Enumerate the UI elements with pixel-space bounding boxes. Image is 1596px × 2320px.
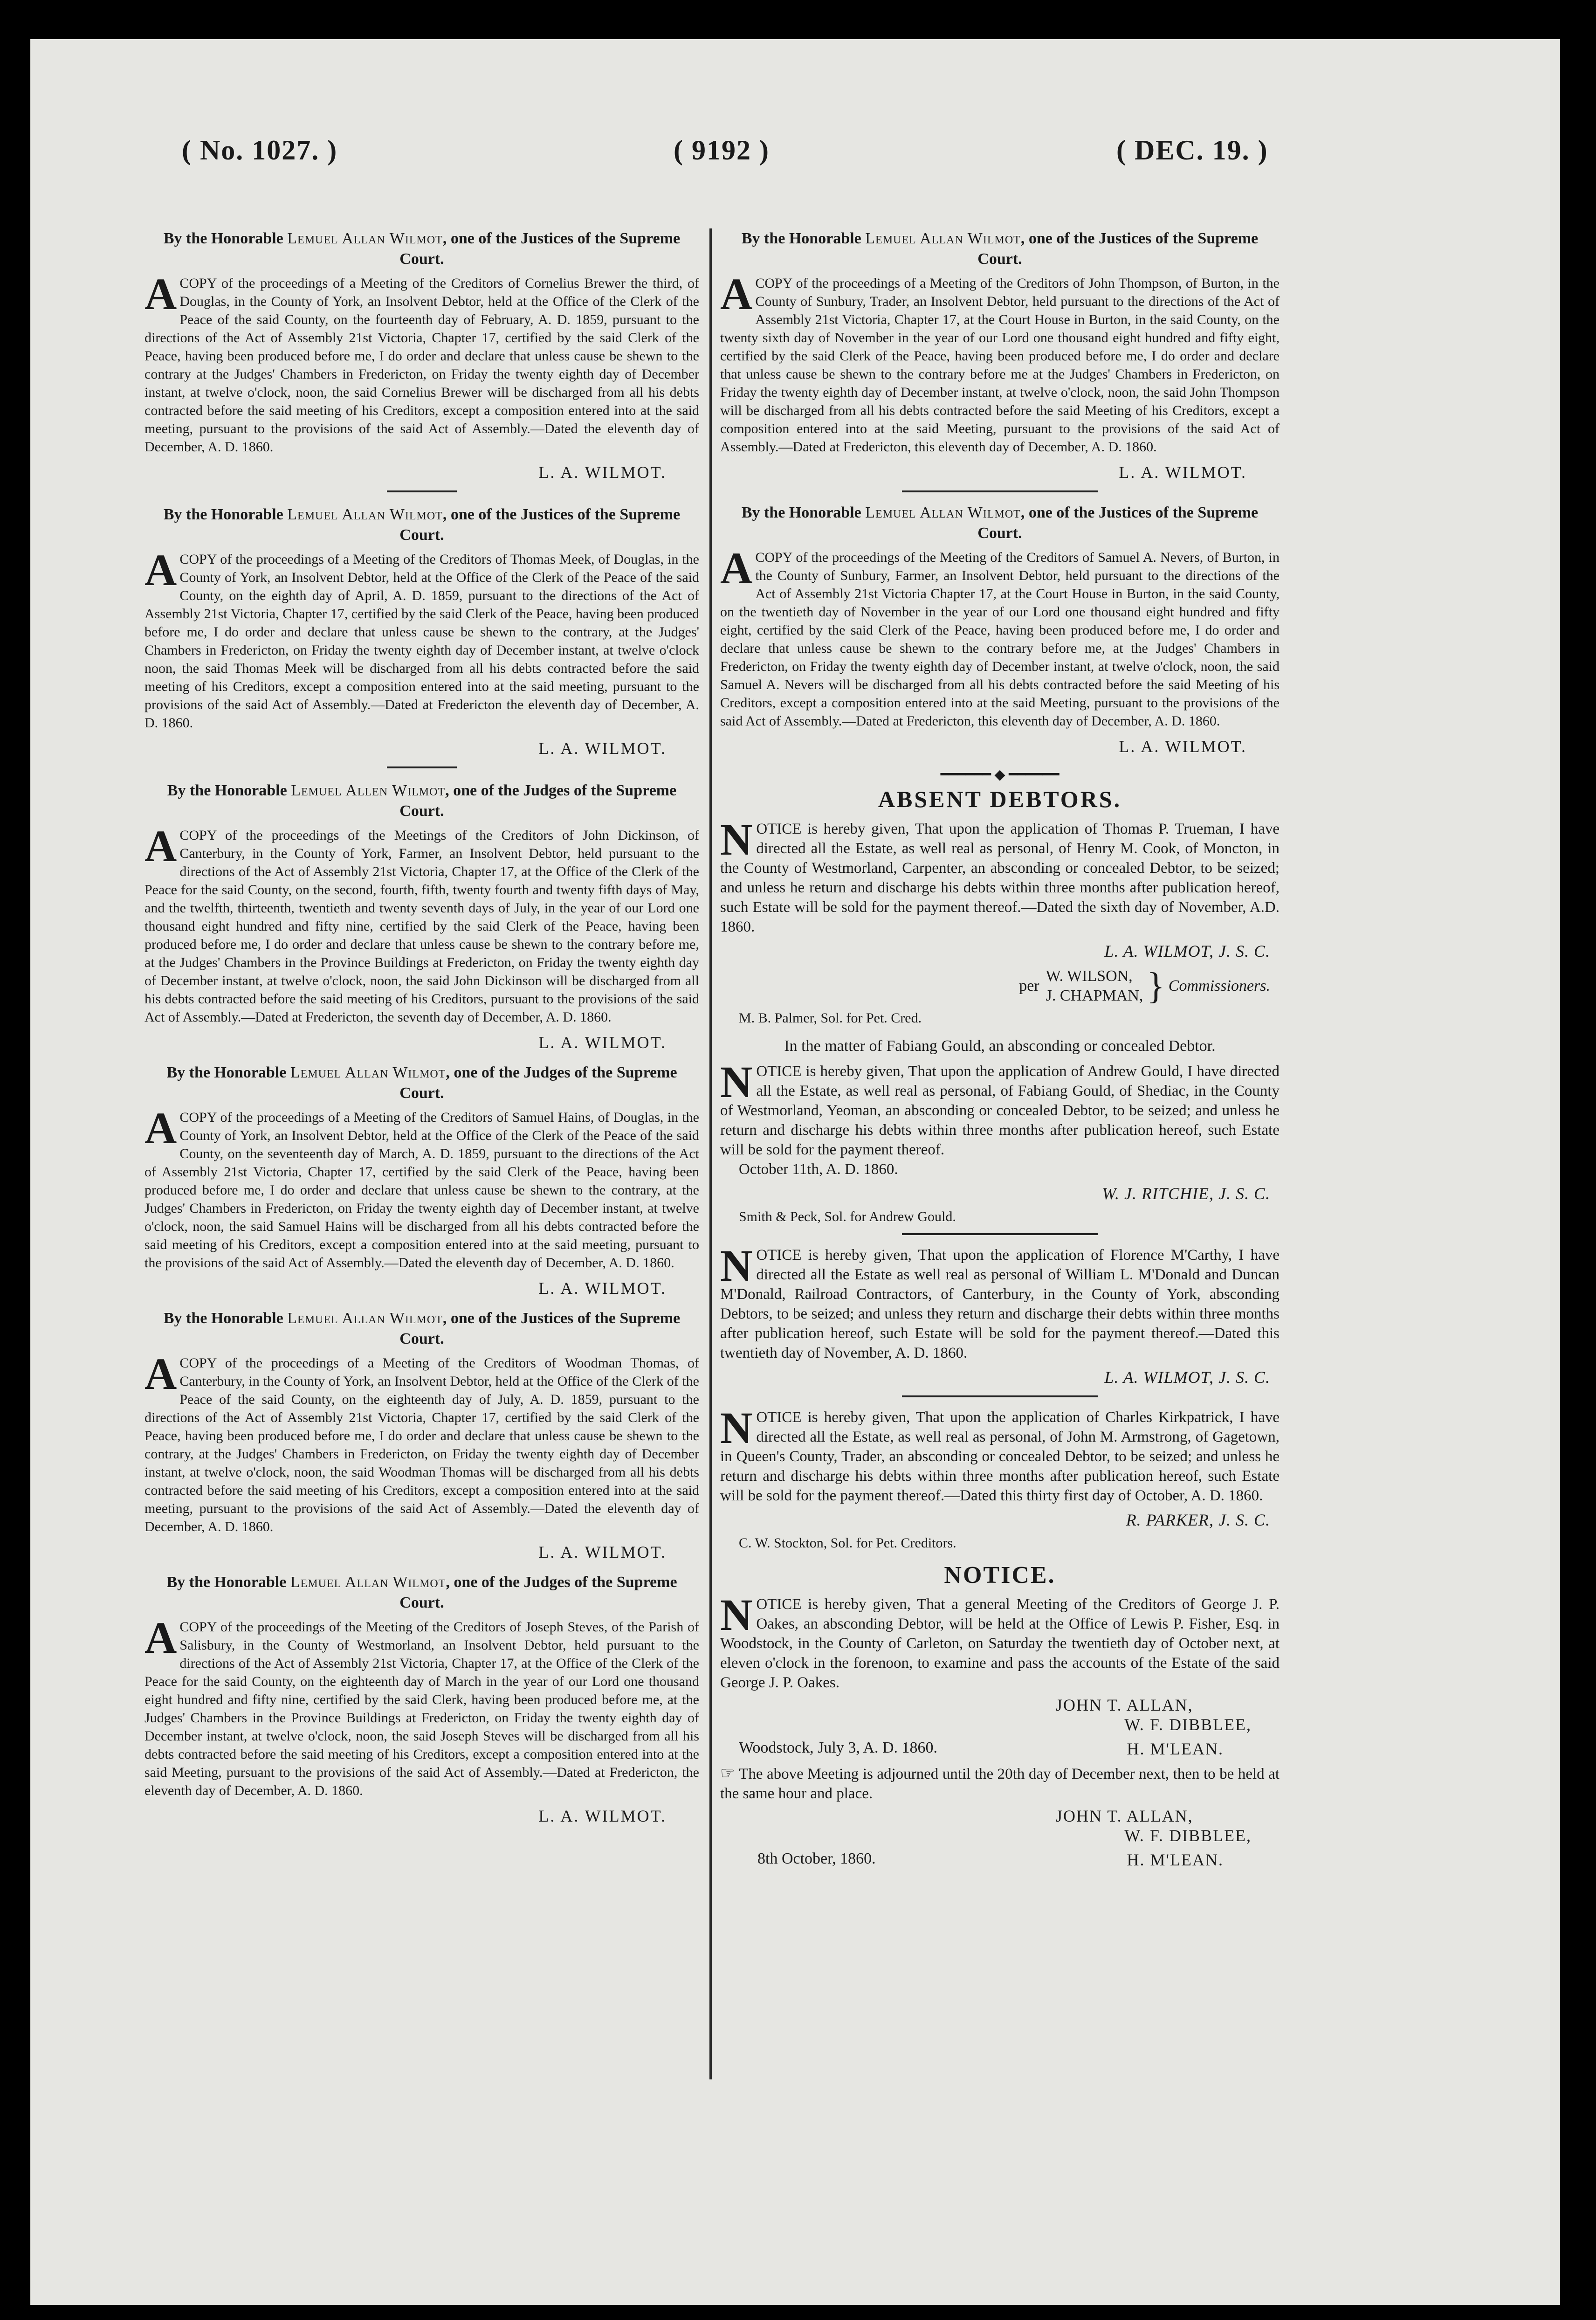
byline: By the Honorable Lemuel Allan Wilmot, one of the Judges of the Supreme Court. bbox=[166, 1574, 677, 1611]
notice-text: NOTICE is hereby given, That upon the application of Florence M'Carthy, I have directed all the Estate as well real as personal of William L. M'Donald and Duncan M'Donald, Railroad Contractors, of Canterbury, in the County of York, absconding Debtors, to be seized; and unless they return and discharge their debts within three months after publication hereof, such Estate will be sold for the payment thereof.—Dated this twentieth day of November, A. D. 1860. bbox=[720, 1241, 1280, 1361]
notice-title: NOTICE. bbox=[944, 1562, 1056, 1588]
separator-rule bbox=[902, 1395, 1098, 1397]
issue-number: ( No. 1027. ) bbox=[182, 135, 338, 166]
separator-rule bbox=[902, 490, 1098, 492]
notice-nevers bbox=[720, 503, 1280, 756]
notice-brewer bbox=[144, 228, 699, 492]
matter-heading: In the matter of Fabiang Gould, an absconding or concealed Debtor. bbox=[784, 1037, 1216, 1055]
issue-date: ( DEC. 19. ) bbox=[1116, 135, 1268, 166]
byline: By the Honorable Lemuel Allan Wilmot, one of the Justices of the Supreme Court. bbox=[163, 506, 681, 544]
notice-text: NOTICE is hereby given, That upon the application of Andrew Gould, I have directed all the Estate, as well real as personal, of Fabiang Gould, of Shediac, in the County of Westmorland, Yeoman, an absconding or concealed Debtor, to be seized; and unless he return and discharge his debts within three months after publication hereof, such Estate will be sold for the payment thereof. bbox=[720, 1057, 1280, 1158]
signature: L. A. WILMOT. bbox=[538, 1279, 667, 1298]
byline: By the Honorable Lemuel Allan Wilmot, one of the Justices of the Supreme Court. bbox=[741, 504, 1259, 542]
notice-thomas bbox=[144, 1308, 699, 1562]
signature: L. A. WILMOT. bbox=[538, 739, 667, 758]
notice-text: A COPY of the proceedings of the Meetings of the Creditors of John Dickinson, of Canterbury, in the County of York, Farmer, an Insolvent Debtor, held pursuant to the directions of the Act of Assembly 21st Victoria, Chapter 17, at the Office of the Clerk of the Peace for the said County, on the second, fourth, fifth, twenty fourth and twenty fifth days of May, and the twelfth, thirteenth, twentieth and twenty seventh days of July, in the year of our Lord one thousand eight hundred and fifty nine, certified by the said Clerk of the Peace, having been produced before me, I do order and declare that unless cause be shewn to the contrary before me, at the Judges' Chambers in the Province Buildings at Fredericton, on Friday the twenty eighth day of December instant, at twelve o'clock, noon, the said John Dickinson will be discharged from all his debts contracted before the said meeting of his Creditors, pursuant to the provisions of the said Act of Assembly.—Dated at Fredericton, the seventh day of December, A. D. 1860. bbox=[144, 821, 699, 1025]
dated-line: 8th October, 1860. bbox=[757, 1850, 876, 1867]
signers: JOHN T. ALLAN, bbox=[1056, 1807, 1193, 1825]
right-column bbox=[720, 228, 1280, 1880]
notice-text: A COPY of the proceedings of a Meeting of the Creditors of Cornelius Brewer the third, of Douglas, in the County of York, an Insolvent Debtor, held at the Office of the Clerk of the Peace of the said County, on the fourteenth day of February, A. D. 1859, pursuant to the directions of the Act of Assembly 21st Victoria, Chapter 17, certified by the said Clerk of the Peace, having been produced before me, I do order and declare that unless cause be shewn to the contrary at the Judges' Chambers in Fredericton, on Friday the twenty eighth day of December instant, at twelve o'clock, noon, the said Cornelius Brewer will be discharged from all his debts contracted before the said meeting of his Creditors, except a composition entered into at the said meeting, pursuant to the provisions of the said Act of Assembly.—Dated the eleventh day of December, A. D. 1860. bbox=[144, 269, 699, 455]
dated-row: W. F. DIBBLEE, bbox=[1124, 1826, 1252, 1845]
notice-text: NOTICE is hereby given, That a general Meeting of the Creditors of George J. P. Oakes, an absconding Debtor, will be held at the Office of Lewis P. Fisher, Esq. in Woodstock, in the County of Carleton, on Saturday the twentieth day of October next, at eleven o'clock in the forenoon, to examine and pass the accounts of the Estate of the said George J. P. Oakes. bbox=[720, 1590, 1280, 1691]
notice-meek bbox=[144, 504, 699, 768]
signature: R. PARKER, J. S. C. bbox=[1126, 1511, 1270, 1529]
pointing-hand-icon: ☞ bbox=[720, 1764, 736, 1782]
solicitor: M. B. Palmer, Sol. for Pet. Cred. bbox=[739, 1010, 922, 1026]
notice-text: A COPY of the proceedings of the Meeting of the Creditors of Joseph Steves, of the Parish of Salisbury, in the County of Westmorland, an Insolvent Debtor, held pursuant to the directions of the Act of Assembly 21st Victoria, Chapter 17, at the Office of the Clerk of the Peace for the said County, on the eighteenth day of March in the year of our Lord one thousand eight hundred and fifty nine, certified by the said Clerk, having been produced before me, at the Judges' Chambers in the Province Buildings at Fredericton, on Friday the twenty eighth day of December instant, at twelve o'clock, noon, the said Joseph Steves will be discharged from all his debts contracted before the said meeting of his Creditors, except a composition entered into at the said Meeting, pursuant to the provisions of the said Act of Assembly.—Dated at Fredericton, the eleventh day of December, A. D. 1860. bbox=[144, 1613, 699, 1798]
notice-oakes bbox=[720, 1590, 1280, 1870]
signature: L. A. WILMOT. bbox=[538, 463, 667, 482]
signature: L. A. WILMOT. bbox=[538, 1543, 667, 1561]
notice-armstrong bbox=[720, 1403, 1280, 1551]
byline: By the Honorable Lemuel Allan Wilmot, one of the Justices of the Supreme Court. bbox=[163, 1310, 681, 1347]
notice-text: A COPY of the proceedings of the Meeting of the Creditors of Samuel A. Nevers, of Burton, in the County of Sunbury, Farmer, an Insolvent Debtor, held pursuant to the directions of the Act of Assembly 21st Victoria Chapter 17, at the Court House in Burton, in the said County, on the twentieth day of November in the year of our Lord one thousand eight hundred and fifty eight, certified by the said Clerk of the Peace, having been produced before me, I do order and declare that unless cause be shewn to the contrary before me, at the Judges' Chambers in Fredericton, on Friday the twenty eighth day of December instant, at twelve o'clock, noon, the said Samuel A. Nevers will be discharged from all his debts contracted before the said Meeting of his Creditors, except a composition entered into at the said Meeting, pursuant to the provisions of the said Act of Assembly.—Dated at Fredericton, this eleventh day of December, A. D. 1860. bbox=[720, 543, 1280, 729]
byline: By the Honorable Lemuel Allan Wilmot, one of the Judges of the Supreme Court. bbox=[166, 1064, 677, 1102]
notice-text: NOTICE is hereby given, That upon the application of Charles Kirkpatrick, I have directed all the Estate, as well real as personal, of John M. Armstrong, of Gagetown, in Queen's County, Trader, an absconding or concealed Debtor, to be seized; and unless he return and discharge his debts within three months after publication hereof, such Estate will be sold for the payment thereof.—Dated this thirty first day of October, A. D. 1860. bbox=[720, 1403, 1280, 1504]
notice-cook bbox=[720, 815, 1280, 1026]
notice-thompson bbox=[720, 228, 1280, 492]
signature: L. A. WILMOT, J. S. C. bbox=[1104, 1368, 1270, 1387]
notice-text: A COPY of the proceedings of a Meeting of the Creditors of Thomas Meek, of Douglas, in the County of York, an Insolvent Debtor, held at the Office of the Clerk of the Peace of the said County, on the eighth day of April, A. D. 1859, pursuant to the directions of the Act of Assembly 21st Victoria, Chapter 17, certified by the said Clerk of the Peace, having been produced before me, I do order and declare that unless cause be shewn to the contrary, at the Judges' Chambers in Fredericton, on Friday the twenty eighth day of December instant, at twelve o'clock noon, the said Thomas Meek will be discharged from all his debts contracted before the said meeting of his Creditors, except a composition entered into at the said meeting, pursuant to the provisions of the said Act of Assembly.—Dated at Fredericton the eleventh day of December, A. D. 1860. bbox=[144, 545, 699, 731]
left-column bbox=[144, 228, 699, 1836]
ornament-divider-icon: ━━━━━━ ◆ ━━━━━━ bbox=[940, 767, 1059, 782]
separator-rule bbox=[902, 1233, 1098, 1235]
separator-rule bbox=[387, 490, 457, 492]
commissioners: per W. WILSON, J. CHAPMAN, } Commissioners. bbox=[1019, 966, 1270, 1007]
separator-rule bbox=[387, 766, 457, 768]
dated-row: 8th October, 1860. H. M'LEAN. bbox=[757, 1850, 1224, 1869]
signers: JOHN T. ALLAN, bbox=[1056, 1696, 1193, 1714]
notice-date: October 11th, A. D. 1860. bbox=[739, 1161, 898, 1178]
notice-hains bbox=[144, 1063, 699, 1298]
notice-steves bbox=[144, 1572, 699, 1826]
notice-text: A COPY of the proceedings of a Meeting of the Creditors of Samuel Hains, of Douglas, in the County of York, an Insolvent Debtor, held at the Office of the Clerk of the Peace of the said County, on the seventeenth day of March, A. D. 1859, pursuant to the directions of the Act of Assembly 21st Victoria, Chapter 17, certified by the said Clerk of the Peace, having been produced before me, I do order and declare that unless cause be shewn to the contrary, at the Judges' Chambers in Fredericton, on Friday the twenty eighth day of December instant, at twelve o'clock, noon, the said Samuel Hains will be discharged from all his debts contracted before the said meeting of his Creditors, except a composition entered into at the said meeting, pursuant to the provisions of the said Act of Assembly.—Dated the eleventh day of December, A. D. 1860. bbox=[144, 1103, 699, 1270]
notice-text: A COPY of the proceedings of a Meeting of the Creditors of Woodman Thomas, of Canterbury, in the County of York, an Insolvent Debtor, held at the Office of the Clerk of the Peace of the said County, on the eighteenth day of July, A. D. 1859, pursuant to the directions of the Act of Assembly 21st Victoria, Chapter 17, certified by the said Clerk of the Peace, having been produced before me, I do order and declare that unless cause be shewn to the contrary, at the Judges' Chambers in Fredericton, on Friday the twenty eighth day of December instant, at twelve o'clock, noon, the said Woodman Thomas will be discharged from all his debts contracted before the said meeting of his Creditors, except a composition entered into at the said meeting, pursuant to the provisions of the said Act of Assembly.—Dated the eleventh day of December, A. D. 1860. bbox=[144, 1349, 699, 1534]
notice-dickinson bbox=[144, 780, 699, 1052]
page-number: ( 9192 ) bbox=[674, 135, 770, 166]
notice-text: NOTICE is hereby given, That upon the application of Thomas P. Trueman, I have directed all the Estate, as well real as personal, of Henry M. Cook, of Moncton, in the County of Westmorland, Carpenter, an absconding or concealed Debtor, to be seized; and unless he return and discharge his debts within three months after publication hereof, such Estate will be sold for the payment thereof.—Dated the sixth day of November, A.D. 1860. bbox=[720, 815, 1280, 935]
column-divider bbox=[709, 228, 712, 2079]
signature: L. A. WILMOT. bbox=[1119, 463, 1247, 482]
byline: By the Honorable Lemuel Allen Wilmot, one of the Judges of the Supreme Court. bbox=[167, 782, 677, 820]
solicitor: Smith & Peck, Sol. for Andrew Gould. bbox=[739, 1209, 956, 1224]
dated-row: W. F. DIBBLEE, bbox=[1124, 1715, 1252, 1734]
absent-debtors-title: ABSENT DEBTORS. bbox=[878, 786, 1122, 812]
adjournment-text: ☞ The above Meeting is adjourned until the 20th day of December next, then to be held at the same hour and place. bbox=[720, 1764, 1280, 1802]
signature: L. A. WILMOT. bbox=[538, 1033, 667, 1052]
byline: By the Honorable Lemuel Allan Wilmot, one of the Justices of the Supreme Court. bbox=[741, 230, 1259, 268]
solicitor: C. W. Stockton, Sol. for Pet. Creditors. bbox=[739, 1535, 956, 1551]
signature: L. A. WILMOT. bbox=[1119, 737, 1247, 756]
byline: By the Honorable Lemuel Allan Wilmot, one of the Justices of the Supreme Court. bbox=[163, 230, 681, 268]
dated-row: Woodstock, July 3, A. D. 1860. H. M'LEAN. bbox=[739, 1739, 1224, 1758]
notice-mcdonald bbox=[720, 1241, 1280, 1397]
brace-icon: } bbox=[1147, 966, 1165, 1007]
dated-line: Woodstock, July 3, A. D. 1860. bbox=[739, 1739, 938, 1756]
notice-text: A COPY of the proceedings of a Meeting of the Creditors of John Thompson, of Burton, in the County of Sunbury, Trader, an Insolvent Debtor, held pursuant to the directions of the Act of Assembly 21st Victoria, Chapter 17, at the Court House in Burton, in the said County, on the twenty sixth day of November in the year of our Lord one thousand eight hundred and fifty eight, certified by the said Clerk of the Peace, having been produced before me, I do order and declare that unless cause be shewn to the contrary before me at the Judges' Chambers in Fredericton, on Friday the twenty eighth day of December instant, at twelve o'clock, noon, the said John Thompson will be discharged from all his debts contracted before the said Meeting of his Creditors, except a composition entered into at the said Meeting, pursuant to the provisions of the said Act of Assembly.—Dated at Fredericton, this eleventh day of December, A. D. 1860. bbox=[720, 269, 1280, 455]
signature: L. A. WILMOT, J. S. C. bbox=[1104, 942, 1270, 960]
signature: L. A. WILMOT. bbox=[538, 1807, 667, 1825]
signature: W. J. RITCHIE, J. S. C. bbox=[1102, 1184, 1270, 1203]
notice-gould bbox=[720, 1057, 1280, 1235]
